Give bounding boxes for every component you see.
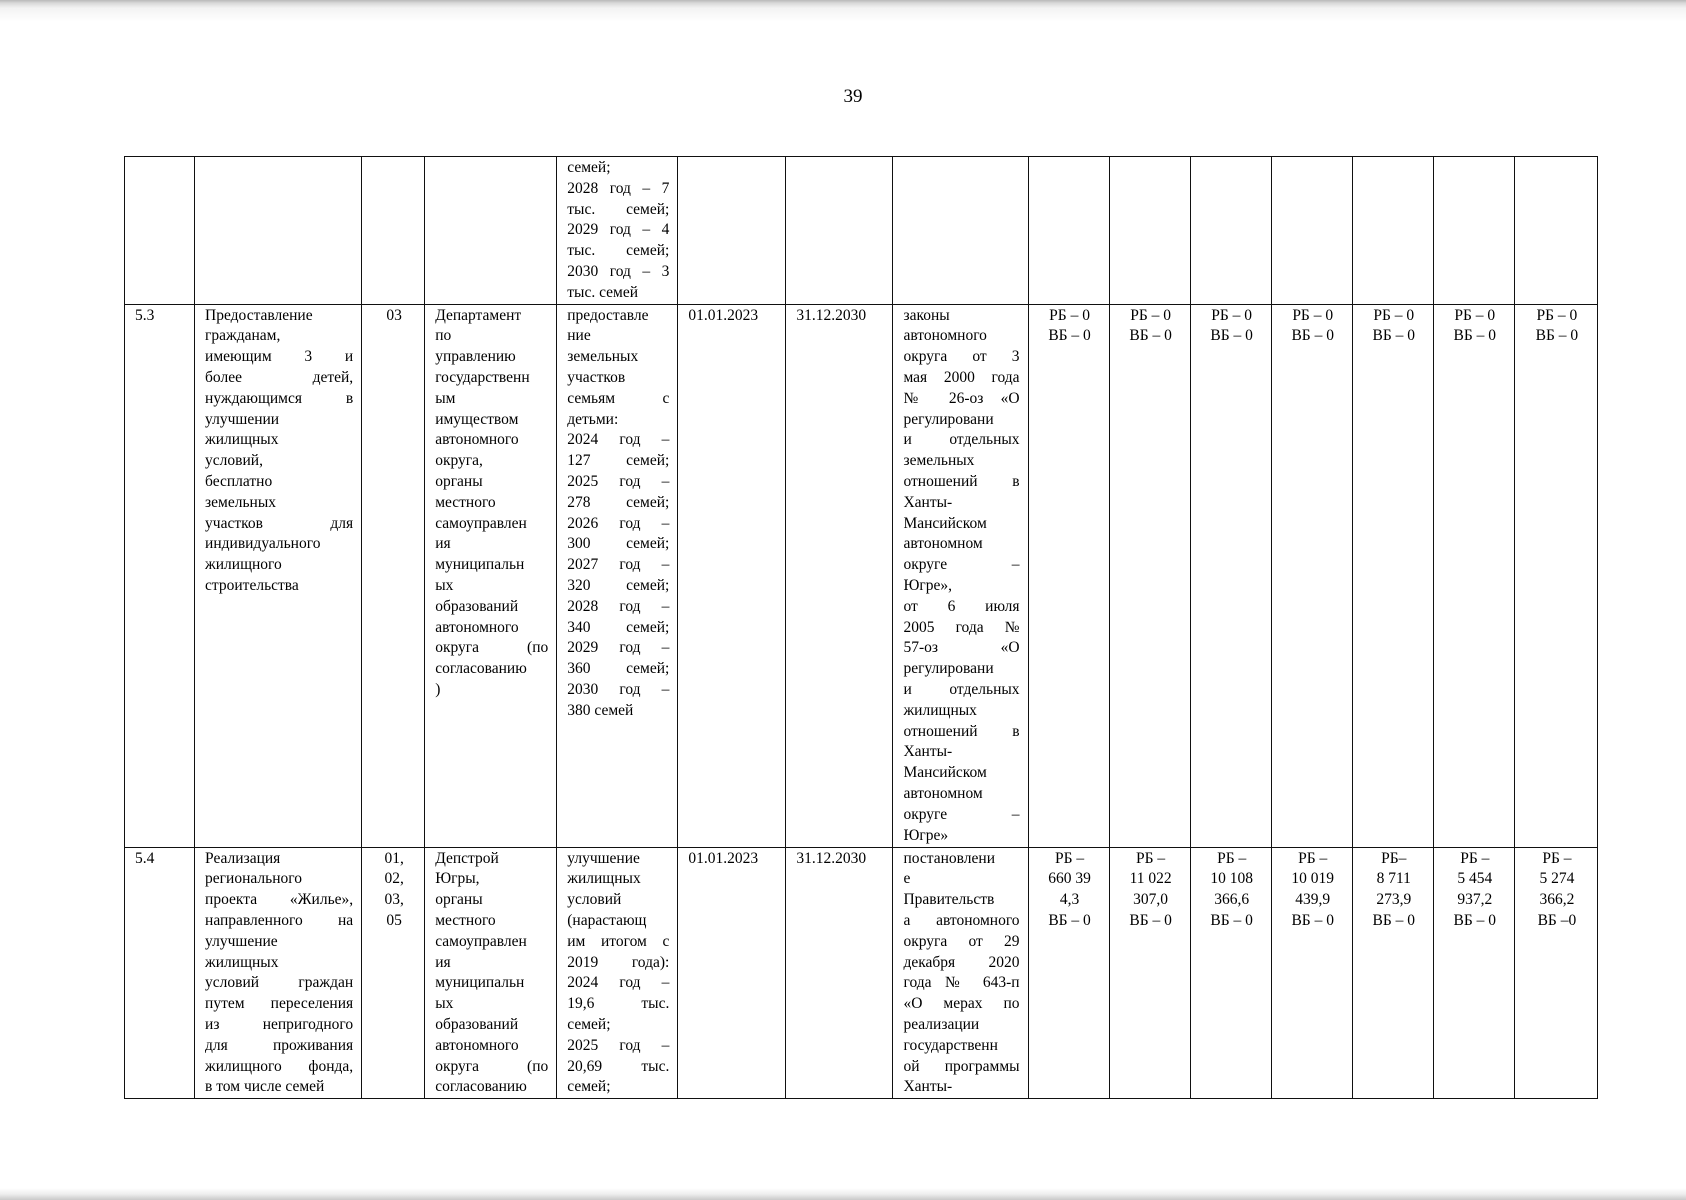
cell-line: 01,	[384, 849, 404, 867]
cell-line: автономного	[903, 327, 987, 345]
cell-line: 2025 год –	[567, 1036, 670, 1054]
cell-line: ВБ – 0	[1048, 327, 1091, 345]
cell-line: ВБ – 0	[1129, 327, 1172, 345]
cell-line: 660 39	[1048, 870, 1091, 888]
cell-line: автономного	[435, 1036, 519, 1054]
cell-line: от 6 июля	[903, 597, 1020, 615]
cell-line: Ханты-	[903, 743, 953, 761]
cell-line: гражданам,	[205, 327, 281, 345]
cell-line: РБ–	[1381, 849, 1407, 867]
cell-line: 278 семей;	[567, 493, 670, 511]
table-row	[125, 304, 1598, 847]
cell-line: семьям с	[567, 389, 670, 407]
legal-basis-cell	[893, 157, 1028, 305]
finance-cell	[1433, 304, 1514, 847]
cell-line: жилищных	[903, 701, 977, 719]
finance-cell	[1271, 847, 1352, 1099]
cell-line: образований	[435, 1015, 519, 1033]
cell-line: предоставле	[567, 306, 649, 324]
cell-line: РБ – 0	[1130, 306, 1171, 324]
cell-line: РБ –	[1136, 849, 1166, 867]
legal-basis-cell	[893, 847, 1028, 1099]
finance-cell	[1109, 304, 1190, 847]
finance-cell	[1352, 847, 1433, 1099]
cell-line: округа от 3	[903, 348, 1020, 366]
cell-line: Департамент	[435, 306, 522, 324]
cell-line: 03	[386, 306, 402, 324]
cell-line: строительства	[205, 576, 299, 594]
cell-line: ВБ – 0	[1210, 911, 1253, 929]
cell-line: отношений в	[903, 472, 1020, 490]
cell-line: «О мерах по	[903, 995, 1020, 1013]
cell-line: округе –	[903, 556, 1020, 574]
cell-line: Реализация	[205, 849, 281, 867]
start-date-cell: 01.01.2023	[678, 304, 786, 847]
cell-line: автономном	[903, 535, 983, 553]
finance-cell	[1433, 847, 1514, 1099]
finance-cell	[1271, 304, 1352, 847]
cell-line: управлению	[435, 348, 516, 366]
cell-line: жилищного фонда,	[205, 1057, 354, 1075]
cell-line: округа от 29	[903, 932, 1020, 950]
cell-line: 4,3	[1059, 891, 1080, 909]
finance-cell	[1352, 304, 1433, 847]
task-code-cell	[362, 847, 425, 1099]
cell-line: округа (по	[435, 639, 549, 657]
cell-line: семей;	[567, 1078, 611, 1096]
start-date-cell: 01.01.2023	[678, 847, 786, 1099]
start-date-cell	[678, 157, 786, 305]
cell-line: 2030 год –	[567, 680, 670, 698]
cell-line: 2026 год –	[567, 514, 670, 532]
cell-line: тыс. семей;	[567, 242, 670, 260]
cell-line: 10 019	[1291, 870, 1335, 888]
cell-line: Депстрой	[435, 849, 499, 867]
cell-line: органы	[435, 891, 483, 909]
cell-line: РБ – 0	[1049, 306, 1090, 324]
cell-line: 05	[386, 911, 402, 929]
cell-line: более детей,	[205, 368, 354, 386]
cell-line: по	[435, 327, 452, 345]
cell-line: бесплатно	[205, 472, 273, 490]
cell-line: согласованию	[435, 660, 527, 678]
cell-line: 5 274	[1539, 870, 1575, 888]
cell-line: ВБ – 0	[1453, 911, 1497, 929]
result-cell	[557, 847, 678, 1099]
cell-line: семей;	[567, 159, 611, 176]
finance-cell	[1352, 157, 1433, 305]
cell-line: ВБ – 0	[1129, 911, 1172, 929]
cell-line: условий	[567, 891, 622, 909]
cell-line: ой программы	[903, 1057, 1020, 1075]
task-code-cell	[362, 157, 425, 305]
cell-line: 2024 год –	[567, 974, 670, 992]
cell-line: нуждающимся в	[205, 389, 354, 407]
cell-line: ия	[435, 953, 451, 971]
cell-line: реализации	[903, 1015, 980, 1033]
cell-line: округа (по	[435, 1057, 549, 1075]
cell-line: Югре»	[903, 826, 949, 844]
cell-line: согласованию	[435, 1078, 527, 1096]
cell-line: 366,6	[1214, 891, 1250, 909]
cell-line: 10 108	[1210, 870, 1253, 888]
measure-name-cell	[195, 157, 362, 305]
cell-line: РБ – 0	[1454, 306, 1496, 324]
cell-line: РБ –	[1460, 849, 1490, 867]
cell-line: проекта «Жилье»,	[205, 891, 354, 909]
cell-line: имеющим 3 и	[205, 348, 354, 366]
cell-line: ВБ – 0	[1210, 327, 1253, 345]
table-row	[125, 157, 1598, 305]
cell-line: законы	[903, 306, 950, 324]
cell-line: 2028 год – 7	[567, 179, 670, 197]
cell-line: ВБ – 0	[1372, 911, 1415, 929]
cell-line: 273,9	[1376, 891, 1412, 909]
legal-basis-cell	[893, 304, 1028, 847]
cell-line: местного	[435, 911, 496, 929]
cell-line: РБ – 0	[1292, 306, 1334, 324]
cell-line: Предоставление	[205, 306, 313, 324]
cell-line: самоуправлен	[435, 514, 527, 532]
finance-cell	[1028, 157, 1109, 305]
cell-line: ия	[435, 535, 451, 553]
cell-line: 2024 год –	[567, 431, 670, 449]
cell-line: РБ – 0	[1536, 306, 1578, 324]
cell-line: улучшение	[567, 849, 640, 867]
cell-line: улучшение	[205, 932, 278, 950]
cell-line: индивидуального	[205, 535, 321, 553]
cell-line: участков для	[205, 514, 354, 532]
cell-line: 380 семей	[567, 701, 634, 719]
cell-line: 360 семей;	[567, 660, 670, 678]
cell-line: органы	[435, 472, 483, 490]
cell-line: муниципальн	[435, 974, 525, 992]
finance-cell	[1433, 157, 1514, 305]
cell-line: участков	[567, 368, 626, 386]
cell-line: автономного	[435, 618, 519, 636]
cell-line: 2030 год – 3	[567, 262, 670, 280]
cell-line: им итогом с	[567, 932, 670, 950]
cell-line: семей;	[567, 1015, 611, 1033]
cell-line: 2027 год –	[567, 556, 670, 574]
cell-line: автономного	[435, 431, 519, 449]
finance-cell	[1109, 157, 1190, 305]
cell-line: РБ –	[1298, 849, 1328, 867]
cell-line: 366,2	[1539, 891, 1575, 909]
executor-cell	[425, 157, 557, 305]
cell-line: ВБ –0	[1537, 911, 1577, 929]
row-number-cell: 5.3	[125, 304, 195, 847]
cell-line: путем переселения	[205, 995, 354, 1013]
cell-line: местного	[435, 493, 496, 511]
cell-line: детьми:	[567, 410, 619, 428]
cell-line: 2028 год –	[567, 597, 670, 615]
executor-cell	[425, 304, 557, 847]
cell-line: 5 454	[1457, 870, 1493, 888]
cell-line: 20,69 тыс.	[567, 1057, 670, 1075]
cell-line: автономном	[903, 784, 983, 802]
finance-cell	[1109, 847, 1190, 1099]
cell-line: РБ –	[1217, 849, 1247, 867]
cell-line: РБ – 0	[1211, 306, 1253, 324]
cell-line: Ханты-	[903, 493, 953, 511]
cell-line: 57-оз «О	[903, 639, 1020, 657]
program-table	[124, 156, 1598, 1099]
cell-line: постановлени	[903, 849, 995, 867]
cell-line: Мансийском	[903, 514, 987, 532]
executor-cell	[425, 847, 557, 1099]
finance-cell	[1190, 847, 1271, 1099]
finance-cell	[1514, 304, 1597, 847]
table-row	[125, 847, 1598, 1099]
cell-line: муниципальн	[435, 556, 525, 574]
cell-line: 2029 год – 4	[567, 221, 670, 239]
cell-line: 19,6 тыс.	[567, 995, 670, 1013]
cell-line: ВБ – 0	[1048, 911, 1091, 929]
cell-line: регулировани	[903, 660, 994, 678]
cell-line: земельных	[567, 348, 639, 366]
cell-line: 300 семей;	[567, 535, 670, 553]
cell-line: ым	[435, 389, 456, 407]
cell-line: РБ –	[1542, 849, 1572, 867]
cell-line: е	[903, 870, 911, 888]
task-code-cell	[362, 304, 425, 847]
cell-line: (нарастающ	[567, 911, 647, 929]
finance-cell	[1028, 847, 1109, 1099]
cell-line: жилищных	[205, 431, 279, 449]
cell-line: тыс. семей	[567, 283, 639, 301]
cell-line: из непригодного	[205, 1015, 354, 1033]
cell-line: отношений в	[903, 722, 1020, 740]
cell-line: года № 643-п	[903, 974, 1020, 992]
cell-line: земельных	[903, 452, 975, 470]
row-number-cell: 5.4	[125, 847, 195, 1099]
scan-edge-top	[0, 0, 1686, 22]
measure-name-cell	[195, 304, 362, 847]
cell-line: тыс. семей;	[567, 200, 670, 218]
cell-line: № 26-оз «О	[903, 389, 1020, 407]
cell-line: декабря 2020	[903, 953, 1020, 971]
cell-line: РБ –	[1054, 849, 1085, 867]
cell-line: 2029 год –	[567, 639, 670, 657]
measure-name-cell	[195, 847, 362, 1099]
result-cell	[557, 304, 678, 847]
cell-line: 307,0	[1133, 891, 1169, 909]
cell-line: жилищных	[567, 870, 641, 888]
cell-line: 2005 года №	[903, 618, 1020, 636]
cell-line: а автономного	[903, 911, 1020, 929]
cell-line: 02,	[384, 870, 404, 888]
cell-line: 2019 года):	[567, 953, 670, 971]
finance-cell	[1514, 847, 1597, 1099]
cell-line: Ханты-	[903, 1078, 953, 1096]
cell-line: 03,	[384, 891, 404, 909]
cell-line: ВБ – 0	[1291, 327, 1334, 345]
finance-cell	[1190, 304, 1271, 847]
cell-line: 340 семей;	[567, 618, 670, 636]
cell-line: 11 022	[1129, 870, 1172, 888]
cell-line: условий граждан	[205, 974, 354, 992]
cell-line: ние	[567, 327, 591, 345]
cell-line: государственн	[903, 1036, 998, 1054]
cell-line: условий,	[205, 452, 263, 470]
cell-line: 320 семей;	[567, 576, 670, 594]
end-date-cell: 31.12.2030	[786, 847, 893, 1099]
cell-line: округе –	[903, 805, 1020, 823]
cell-line: РБ – 0	[1373, 306, 1415, 324]
cell-line: жилищного	[205, 556, 282, 574]
cell-line: улучшении	[205, 410, 280, 428]
cell-line: ВБ – 0	[1291, 911, 1334, 929]
cell-line: ых	[435, 995, 454, 1013]
finance-cell	[1028, 304, 1109, 847]
end-date-cell: 31.12.2030	[786, 304, 893, 847]
cell-line: округа,	[435, 452, 483, 470]
cell-line: 937,2	[1457, 891, 1493, 909]
cell-line: )	[435, 680, 441, 698]
cell-line: Югры,	[435, 870, 480, 888]
finance-cell	[1190, 157, 1271, 305]
finance-cell	[1514, 157, 1597, 305]
cell-line: ВБ – 0	[1535, 327, 1579, 345]
cell-line: ВБ – 0	[1372, 327, 1415, 345]
cell-line: государственн	[435, 368, 530, 386]
cell-line: для проживания	[205, 1036, 354, 1054]
cell-line: регионального	[205, 870, 302, 888]
cell-line: 8 711	[1376, 870, 1411, 888]
result-cell	[557, 157, 678, 305]
row-number-cell	[125, 157, 195, 305]
cell-line: 127 семей;	[567, 452, 670, 470]
cell-line: 439,9	[1295, 891, 1331, 909]
page-number: 39	[843, 86, 863, 107]
scan-edge-bottom	[0, 1188, 1686, 1200]
cell-line: ВБ – 0	[1453, 327, 1497, 345]
cell-line: в том числе семей	[205, 1078, 325, 1096]
cell-line: 2025 год –	[567, 472, 670, 490]
cell-line: жилищных	[205, 953, 279, 971]
cell-line: ых	[435, 576, 454, 594]
cell-line: Югре»,	[903, 576, 953, 594]
cell-line: направленного на	[205, 911, 354, 929]
end-date-cell	[786, 157, 893, 305]
cell-line: имуществом	[435, 410, 519, 428]
cell-line: мая 2000 года	[903, 368, 1020, 386]
finance-cell	[1271, 157, 1352, 305]
cell-line: самоуправлен	[435, 932, 527, 950]
cell-line: земельных	[205, 493, 277, 511]
cell-line: регулировани	[903, 410, 994, 428]
cell-line: Мансийском	[903, 764, 987, 782]
cell-line: и отдельных	[903, 431, 1020, 449]
cell-line: и отдельных	[903, 680, 1020, 698]
cell-line: образований	[435, 597, 519, 615]
cell-line: Правительств	[903, 891, 995, 909]
